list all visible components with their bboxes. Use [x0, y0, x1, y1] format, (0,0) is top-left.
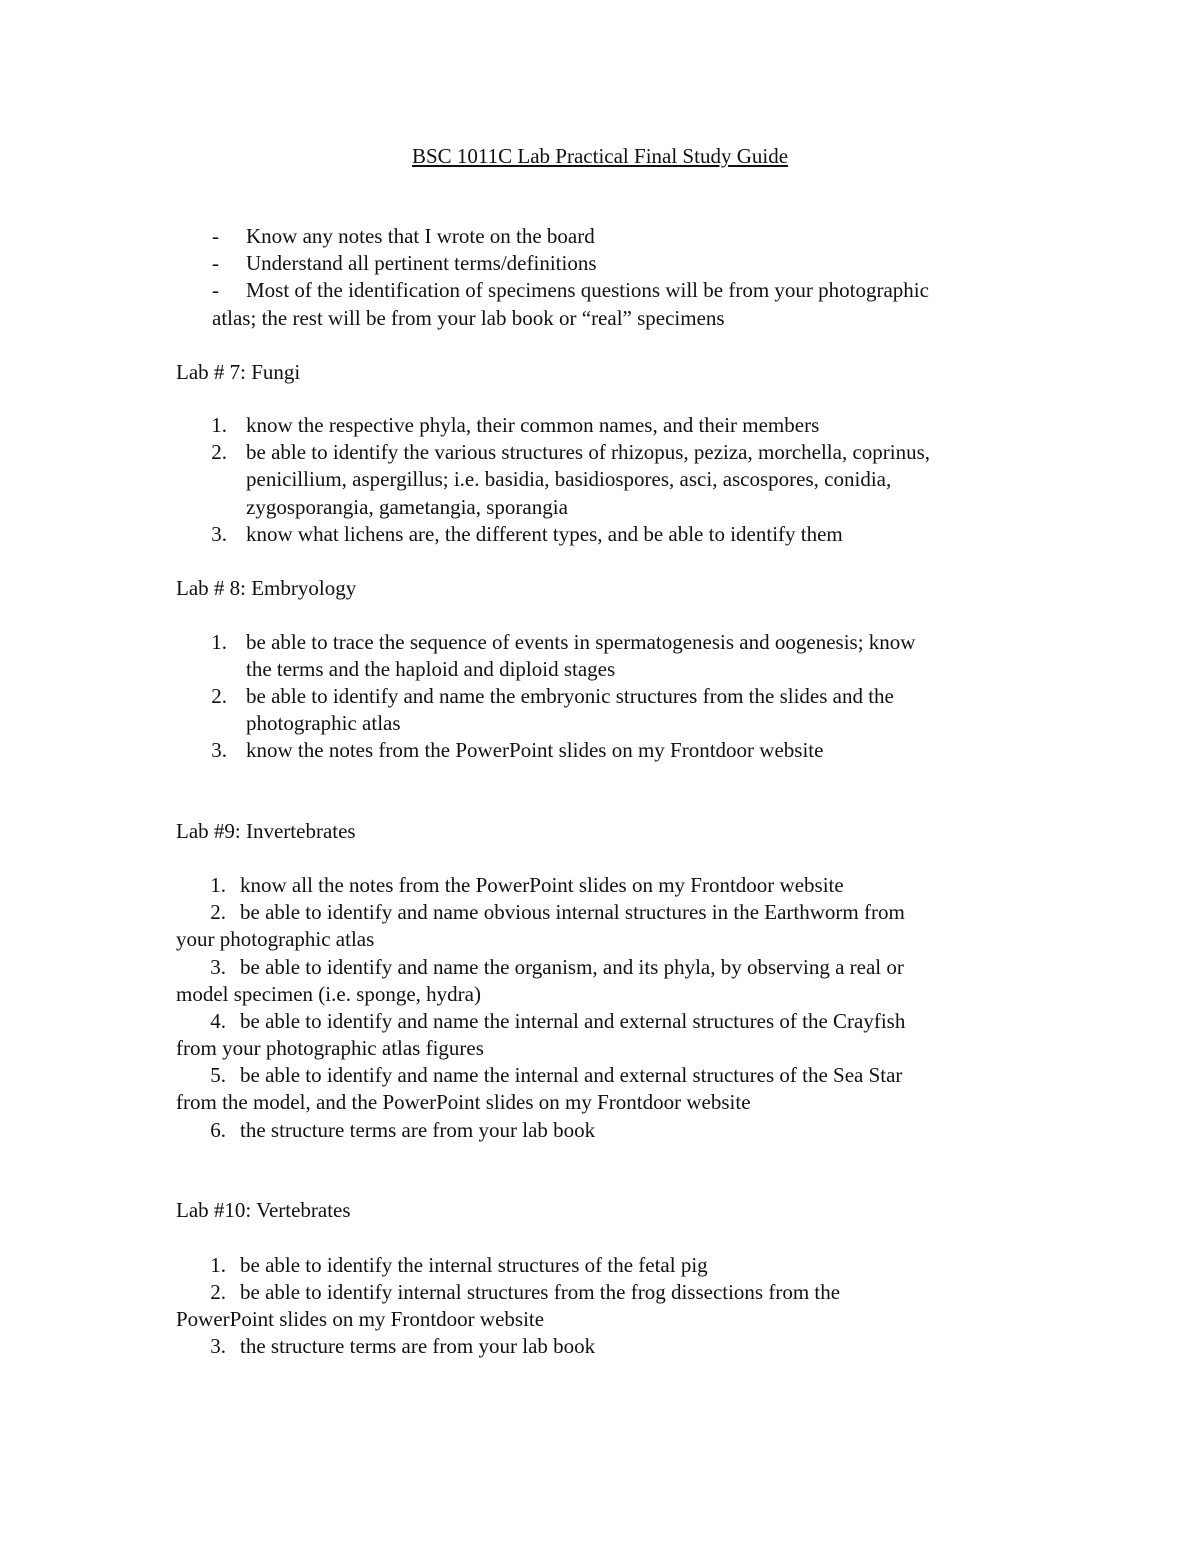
- item-text: know the notes from the PowerPoint slides on my Frontdoor website: [246, 738, 824, 762]
- item-text-cont: from your photographic atlas figures: [176, 1036, 484, 1060]
- item-text-cont: zygosporangia, gametangia, sporangia: [246, 495, 568, 519]
- item-text: the structure terms are from your lab book: [240, 1334, 596, 1358]
- item-number: 5.: [210, 1063, 226, 1087]
- section-heading: Lab # 8: Embryology: [176, 576, 357, 600]
- item-text: know all the notes from the PowerPoint slides on my Frontdoor website: [240, 873, 844, 897]
- item-text-cont: penicillium, aspergillus; i.e. basidia, basidiospores, asci, ascospores, conidia,: [246, 467, 892, 491]
- item-text-cont: photographic atlas: [246, 711, 401, 735]
- item-number: 3.: [211, 522, 227, 546]
- item-number: 2.: [210, 1280, 226, 1304]
- item-number: 6.: [210, 1118, 226, 1142]
- item-text: be able to identify the various structures of rhizopus, peziza, morchella, coprinus,: [246, 440, 931, 464]
- intro-item-text: Most of the identification of specimens questions will be from your photographic: [246, 278, 929, 302]
- item-number: 2.: [211, 440, 227, 464]
- item-number: 2.: [211, 684, 227, 708]
- item-text: be able to identify the internal structures of the fetal pig: [240, 1253, 708, 1277]
- item-number: 1.: [211, 413, 227, 437]
- item-text: be able to identify and name the embryonic structures from the slides and the: [246, 684, 894, 708]
- item-text: know what lichens are, the different types, and be able to identify them: [246, 522, 843, 546]
- item-text-cont: PowerPoint slides on my Frontdoor website: [176, 1307, 545, 1331]
- item-text: know the respective phyla, their common names, and their members: [246, 413, 820, 437]
- item-text: be able to identify and name the organism, and its phyla, by observing a real or: [240, 955, 904, 979]
- intro-item-text: Know any notes that I wrote on the board: [246, 224, 595, 248]
- item-text: be able to identify and name obvious internal structures in the Earthworm from: [240, 900, 905, 924]
- item-text-cont: your photographic atlas: [176, 927, 375, 951]
- item-number: 1.: [211, 630, 227, 654]
- section-heading: Lab # 7: Fungi: [176, 360, 301, 384]
- item-text-cont: model specimen (i.e. sponge, hydra): [176, 982, 481, 1006]
- intro-item-text-cont: atlas; the rest will be from your lab book or “real” specimens: [212, 306, 725, 330]
- bullet-dash: -: [212, 278, 219, 302]
- item-number: 2.: [210, 900, 226, 924]
- item-text-cont: the terms and the haploid and diploid stages: [246, 657, 616, 681]
- item-text-cont: from the model, and the PowerPoint slides on my Frontdoor website: [176, 1090, 751, 1114]
- item-number: 3.: [211, 738, 227, 762]
- item-number: 1.: [210, 873, 226, 897]
- bullet-dash: -: [212, 251, 219, 275]
- item-text: be able to identify and name the internal and external structures of the Crayfish: [240, 1009, 906, 1033]
- item-number: 3.: [210, 955, 226, 979]
- bullet-dash: -: [212, 224, 219, 248]
- section-heading: Lab #9: Invertebrates: [176, 819, 356, 843]
- item-number: 1.: [210, 1253, 226, 1277]
- item-text: the structure terms are from your lab book: [240, 1118, 596, 1142]
- item-text: be able to identify and name the internal and external structures of the Sea Star: [240, 1063, 903, 1087]
- item-text: be able to identify internal structures from the frog dissections from the: [240, 1280, 841, 1304]
- section-heading: Lab #10: Vertebrates: [176, 1198, 351, 1222]
- intro-item-text: Understand all pertinent terms/definitions: [246, 251, 597, 275]
- item-number: 4.: [210, 1009, 226, 1033]
- page-title: BSC 1011C Lab Practical Final Study Guide: [411, 144, 789, 168]
- item-text: be able to trace the sequence of events in spermatogenesis and oogenesis; know: [246, 630, 916, 654]
- item-number: 3.: [210, 1334, 226, 1358]
